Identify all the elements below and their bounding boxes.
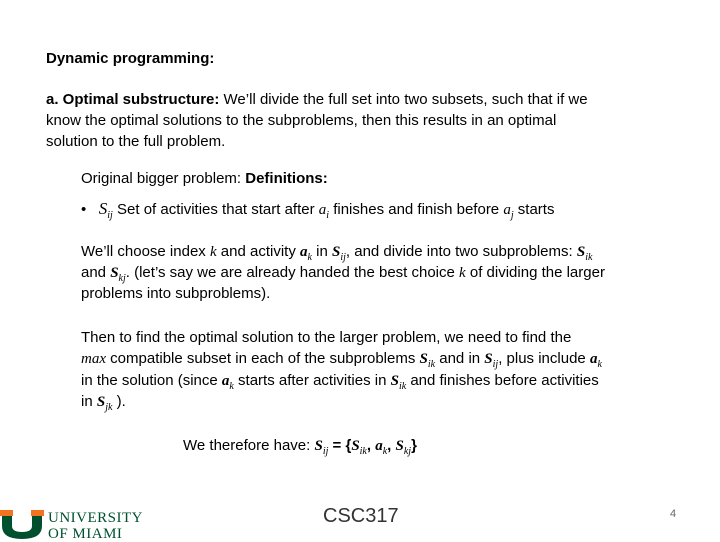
then-line-2: max compatible subset in each of the subproblems $S_{ik}$ and in $S_{ij}$, plus include $a_k$ bbox=[81, 350, 602, 370]
definitions-label: Definitions: bbox=[245, 170, 328, 187]
para-a-line-1: a. Optimal substructure: We’ll divide the full set into two subsets, such that if we bbox=[46, 91, 588, 108]
bullet-marker: • bbox=[81, 201, 87, 218]
choose-line-3: problems into subproblems). bbox=[81, 285, 271, 302]
definition-bullet: • $S_{ij}$ Set of activities that start after $a_i$ finishes and finish before $a_j$ starts bbox=[81, 199, 555, 221]
u-logo-icon bbox=[0, 510, 44, 540]
university-logo bbox=[0, 508, 160, 540]
choose-line-1: We’ll choose index k and activity $a_k$ in $S_{ij}$, and divide into two subproblems: $S_{ik}$ bbox=[81, 243, 593, 263]
para-a-label: a. Optimal substructure: bbox=[46, 91, 220, 108]
then-line-4: in $S_{jk}$ ). bbox=[81, 393, 126, 413]
slide-heading: Dynamic programming: bbox=[46, 50, 215, 67]
page-number: 4 bbox=[670, 508, 677, 520]
para-a-line-3: solution to the full problem. bbox=[46, 133, 226, 150]
logo-university-text: UNIVERSITY bbox=[48, 510, 143, 526]
result-equation: We therefore have: $S_{ij} = \{S_{ik}$, $a_k$, $S_{kj}$} bbox=[183, 437, 417, 457]
original-problem-line: Original bigger problem: Definitions: bbox=[81, 170, 328, 187]
then-line-3: in the solution (since $a_k$ starts after activities in $S_{ik}$ and finishes before activities bbox=[81, 372, 599, 392]
course-label: CSC317 bbox=[323, 505, 399, 527]
then-line-1: Then to find the optimal solution to the larger problem, we need to find the bbox=[81, 329, 572, 346]
para-a-line-2: know the optimal solutions to the subproblems, then this results in an optimal bbox=[46, 112, 557, 129]
choose-line-2: and $S_{kj}$. (let’s say we are already handed the best choice k of dividing the larger bbox=[81, 264, 605, 284]
logo-miami-text: OF MIAMI bbox=[48, 526, 123, 542]
